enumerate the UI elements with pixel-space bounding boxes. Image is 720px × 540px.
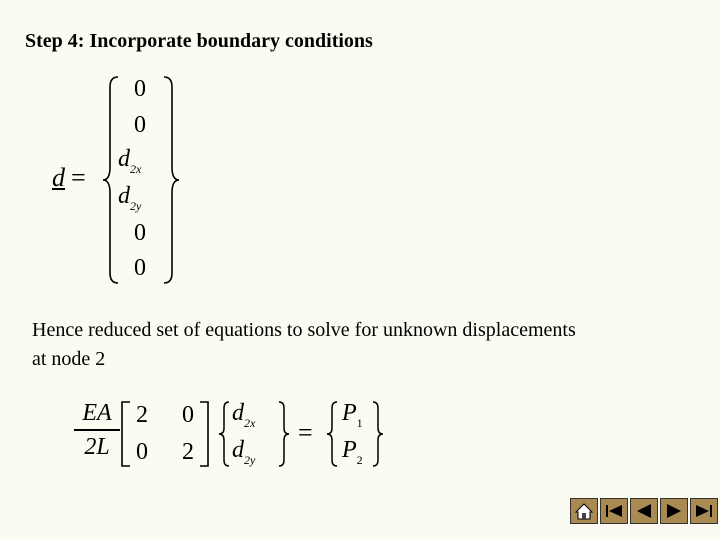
matrix-cell-11: 2 — [136, 402, 148, 428]
first-slide-button[interactable] — [600, 498, 628, 524]
displacement-vector-label — [52, 163, 86, 193]
unknown-d2y: $d_{2y}$ — [232, 437, 256, 467]
vector-entry-3: $d_{2x}$ — [118, 146, 142, 176]
previous-slide-button[interactable] — [630, 498, 658, 524]
rhs-left-brace-icon — [324, 400, 340, 468]
fraction-ea-over-2l — [74, 398, 120, 462]
equals-sign: = — [71, 163, 86, 192]
right-bracket-icon — [198, 400, 212, 468]
fraction-numerator: EA — [82, 400, 112, 426]
unknown-d2x: $d_{2x}$ — [232, 400, 256, 430]
equals-sign-2: = — [298, 418, 313, 447]
slide-title: Step 4: Incorporate boundary conditions — [25, 30, 373, 52]
left-brace-icon — [100, 75, 122, 285]
last-icon — [694, 502, 714, 520]
next-icon — [664, 502, 684, 520]
load-p1: $P_1$ — [342, 400, 363, 430]
fraction-bar — [74, 429, 120, 431]
home-icon — [574, 502, 594, 520]
load-p2: $P_2$ — [342, 437, 363, 467]
next-slide-button[interactable] — [660, 498, 688, 524]
vector-entry-2: 0 — [134, 112, 146, 138]
vector-entry-6: 0 — [134, 255, 146, 281]
unknowns-left-brace-icon — [216, 400, 232, 468]
matrix-cell-22: 2 — [182, 439, 194, 465]
right-brace-icon — [160, 75, 182, 285]
matrix-cell-21: 0 — [136, 439, 148, 465]
rhs-right-brace-icon — [370, 400, 386, 468]
home-button[interactable] — [570, 498, 598, 524]
matrix-cell-12: 0 — [182, 402, 194, 428]
vector-entry-4: $d_{2y}$ — [118, 183, 142, 213]
prev-icon — [634, 502, 654, 520]
vector-entry-5: 0 — [134, 220, 146, 246]
first-icon — [604, 502, 624, 520]
fraction-denominator: 2L — [84, 433, 110, 460]
body-paragraph: Hence reduced set of equations to solve for unknown displacements at node 2 — [32, 319, 576, 370]
d-vector-symbol: d — [52, 163, 65, 192]
unknowns-right-brace-icon — [276, 400, 292, 468]
last-slide-button[interactable] — [690, 498, 718, 524]
vector-entry-1: 0 — [134, 76, 146, 102]
left-bracket-icon — [118, 400, 132, 468]
slide-navigation — [570, 498, 718, 524]
